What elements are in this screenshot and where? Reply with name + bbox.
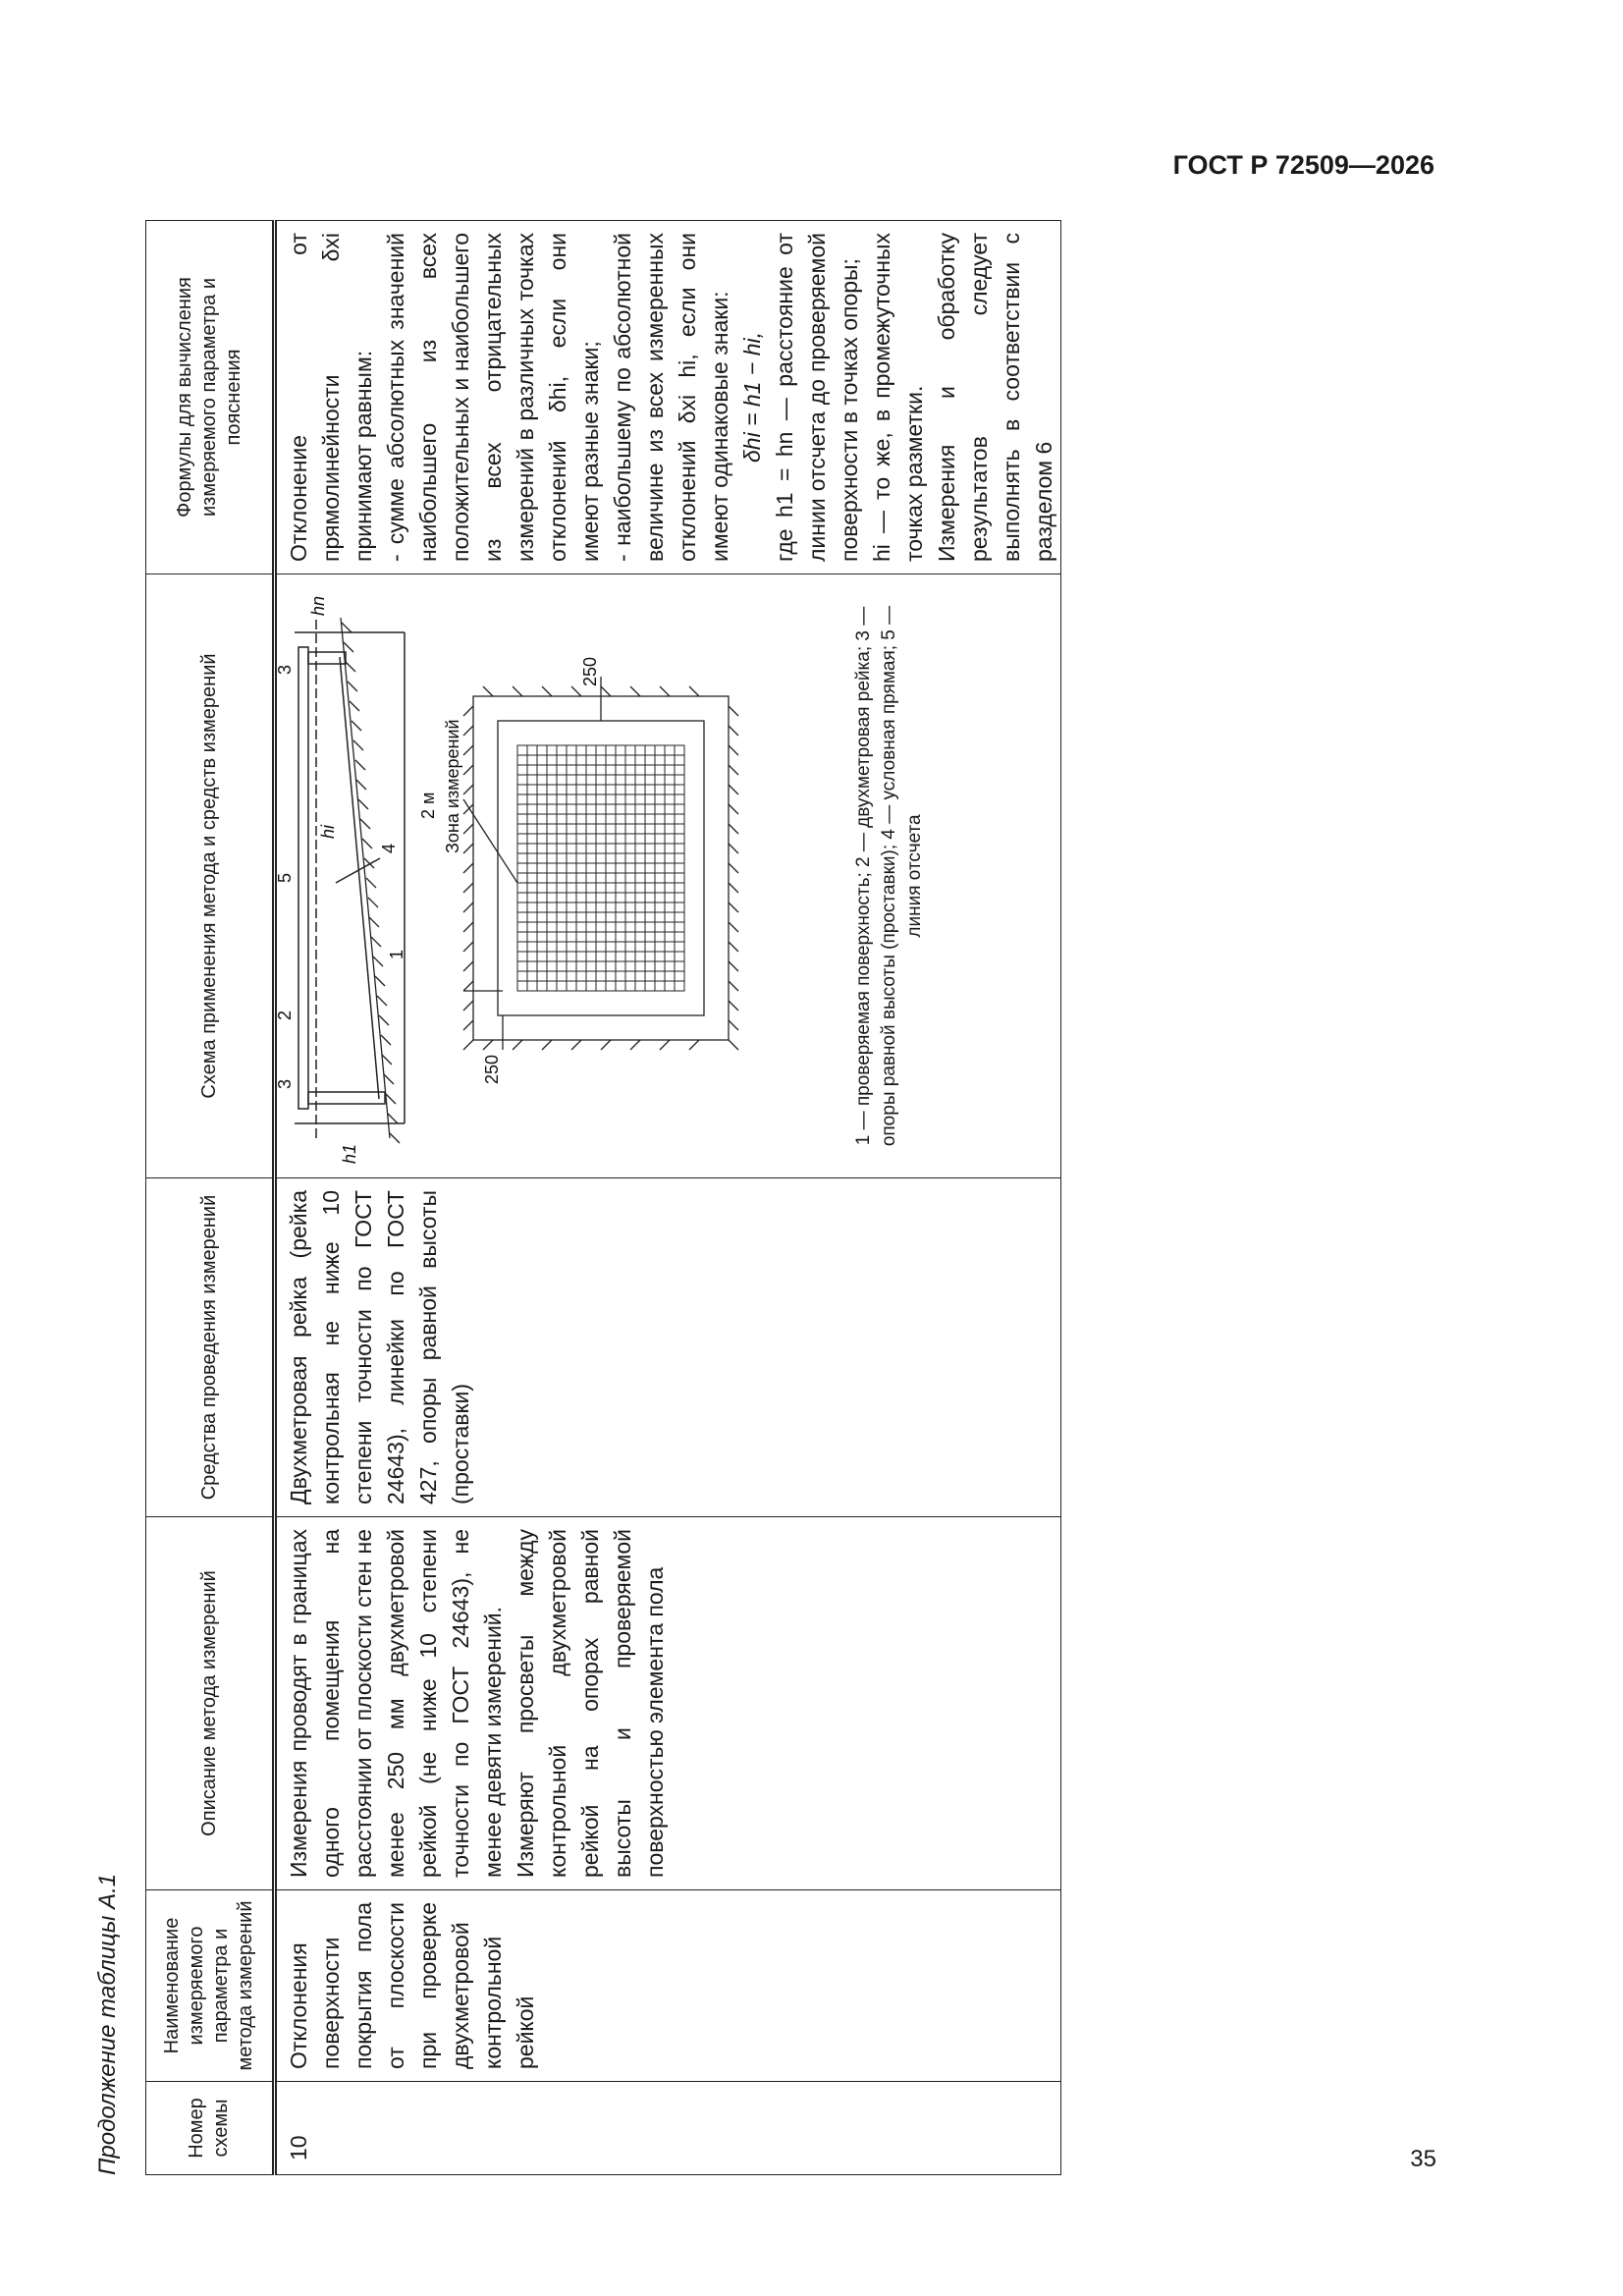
- cell-scheme: [275, 574, 1061, 1178]
- label-2: 2: [277, 1010, 295, 1020]
- cell-number: [275, 2082, 1061, 2175]
- measurement-scheme-drawing: [277, 578, 846, 1177]
- formula-expression: δhi = h1 − hi,: [739, 332, 765, 463]
- dim-250-left: 250: [482, 1054, 502, 1084]
- zone-label: Зона измерений: [443, 719, 462, 853]
- header-measurement-means: Средства проведения измерений: [146, 1178, 275, 1517]
- measurement-grid: [517, 745, 684, 991]
- label-h1: h1: [340, 1143, 359, 1164]
- method-description: [277, 1517, 672, 1889]
- formula-where-1: где h1 = hn — расстояние от линии отсчета до проверяемой поверхности в точках опоры;: [772, 233, 862, 562]
- cell-description: [275, 1517, 1061, 1890]
- header-scheme-number: Номер схемы: [146, 2082, 275, 2175]
- rotated-table-area: [94, 221, 1056, 2175]
- label-4: 4: [379, 843, 399, 853]
- cell-formulas: [275, 221, 1061, 574]
- table-caption: Продолжение таблицы А.1: [94, 1873, 121, 2175]
- formula-where-2: hi — то же, в промежуточных точках разметки.: [869, 233, 927, 562]
- label-hi: hi: [318, 824, 338, 839]
- formula-intro: Отклонение от прямолинейности δxi принимают равным:: [286, 233, 376, 562]
- scheme-number: 10: [286, 2135, 311, 2160]
- header-method-description: Описание метода измерений: [146, 1517, 275, 1890]
- formulas-block: [277, 221, 1060, 574]
- measurement-table: [145, 220, 1061, 2175]
- label-hn: hn: [308, 595, 328, 616]
- parameter-name: Отклонения поверхности покрытия пола от плоскости при проверке двухметровой контрольной рейкой: [286, 1902, 538, 2069]
- header-scheme: Схема применения метода и средств измерений: [146, 574, 275, 1178]
- label-3-right: 3: [277, 664, 295, 675]
- dim-250-bottom: 250: [580, 656, 600, 686]
- page-number: 35: [1410, 2146, 1436, 2172]
- label-1: 1: [387, 949, 406, 959]
- formula-note: Измерения и обработку результатов следует выполнять в соответствии с разделом 6: [934, 233, 1056, 562]
- scheme-legend: 1 — проверяемая поверхность; 2 — двухметровая рейка; 3 — опоры равной высоты (проставки); 4 — условная прямая; 5 — линия отсчета: [853, 605, 925, 1147]
- cell-parameter: [275, 1890, 1061, 2082]
- hatched-floor: [341, 618, 400, 1143]
- header-parameter-name: Наименование измеряемого параметра и метода измерений: [146, 1890, 275, 2082]
- document-header: ГОСТ Р 72509—2026: [1172, 150, 1434, 180]
- table-header-row: [146, 221, 275, 2175]
- header-formulas: Формулы для вычисления измеряемого параметра и пояснения: [146, 221, 275, 574]
- label-3-left: 3: [277, 1078, 295, 1089]
- description-paragraph: Измеряют просветы между контрольной двухметровой рейкой на опорах равной высоты и проверяемой поверхностью элемента пола: [513, 1529, 668, 1878]
- formula-item-1: - сумме абсолютных значений наибольшего из всех положительных и наибольшего из всех отрицательных измерений в различных точках отклонений δhi, если они имеют разные знаки;: [383, 233, 603, 562]
- formula-item-2: - наибольшему по абсолютной величине из всех измеренных отклонений δxi hi, если они имеют одинаковые знаки:: [610, 233, 732, 562]
- description-paragraph: Измерения проводят в границах одного помещения на расстоянии от плоскости стен не менее 250 мм двухметровой рейкой (не ниже 10 степени точности по ГОСТ 24643), не менее девяти измерений.: [286, 1529, 506, 1878]
- label-span: 2 м: [418, 792, 438, 819]
- measurement-means: Двухметровая рейка (рейка контрольная не ниже 10 степени точности по ГОСТ 24643), линейки по ГОСТ 427, опоры равной высоты (проставки): [286, 1190, 473, 1504]
- cell-means: [275, 1178, 1061, 1517]
- table-row: [275, 221, 1061, 2175]
- plan-view: [463, 677, 738, 1050]
- label-5: 5: [277, 872, 295, 883]
